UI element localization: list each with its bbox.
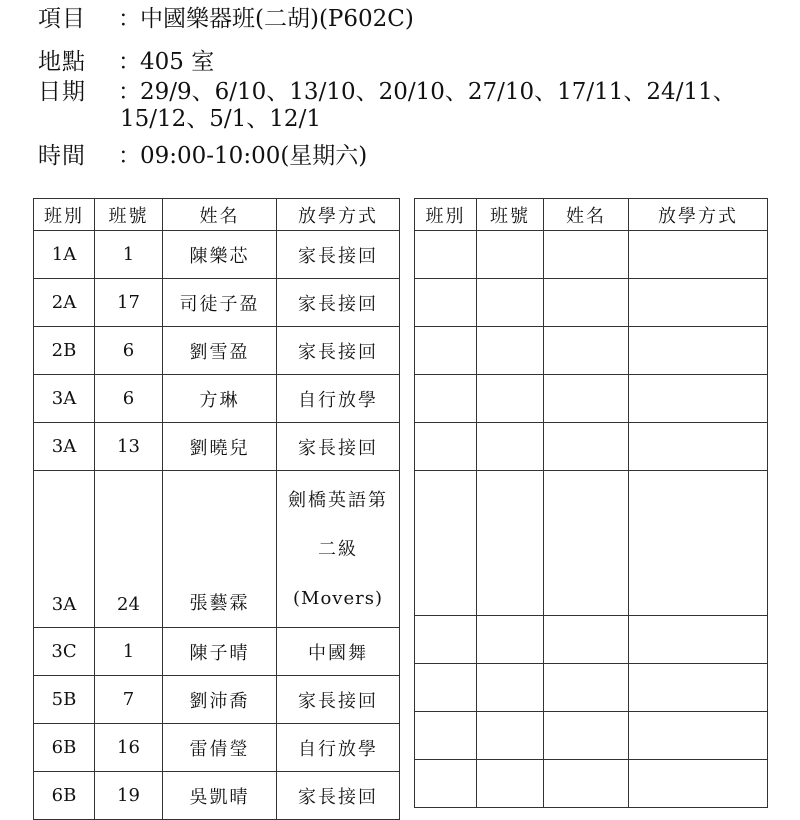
empty-cell — [629, 471, 768, 616]
location-colon: ： — [118, 49, 141, 75]
cell-dismissal — [277, 471, 400, 628]
cell-dismissal: 自行放學 — [277, 375, 400, 423]
col-header-dismissal: 放學方式 — [629, 199, 768, 231]
empty-cell — [544, 279, 629, 327]
cell-number: 13 — [95, 423, 163, 471]
empty-cell — [415, 279, 477, 327]
student-roster-table — [33, 198, 400, 820]
table-row — [34, 375, 400, 423]
empty-cell — [629, 423, 768, 471]
cell-number: 24 — [95, 471, 163, 628]
col-header-number: 班號 — [477, 199, 544, 231]
table-row — [34, 628, 400, 676]
empty-row — [415, 664, 768, 712]
cell-dismissal: 中國舞 — [277, 628, 400, 676]
table-row — [34, 279, 400, 327]
cell-name: 方琳 — [163, 375, 277, 423]
col-header-name: 姓名 — [163, 199, 277, 231]
empty-cell — [544, 375, 629, 423]
dates-colon: ： — [118, 79, 141, 105]
table-row — [34, 231, 400, 279]
cell-number: 16 — [95, 724, 163, 772]
table-header-row — [34, 199, 400, 231]
empty-cell — [629, 375, 768, 423]
table-row — [34, 327, 400, 375]
time-label: 時間 — [38, 143, 86, 169]
col-header-dismissal: 放學方式 — [277, 199, 400, 231]
empty-row — [415, 712, 768, 760]
col-header-name: 姓名 — [544, 199, 629, 231]
empty-cell — [629, 279, 768, 327]
empty-cell — [477, 664, 544, 712]
cell-number: 6 — [95, 327, 163, 375]
cell-dismissal: 家長接回 — [277, 772, 400, 820]
empty-cell — [544, 760, 629, 808]
empty-roster-table — [414, 198, 768, 808]
empty-cell — [477, 616, 544, 664]
empty-cell — [415, 423, 477, 471]
cell-number: 19 — [95, 772, 163, 820]
empty-cell — [477, 712, 544, 760]
cell-number: 1 — [95, 231, 163, 279]
table-row — [34, 471, 400, 628]
dates-label: 日期 — [38, 79, 86, 105]
cell-class: 6B — [34, 772, 95, 820]
empty-cell — [477, 375, 544, 423]
cell-name: 劉沛喬 — [163, 676, 277, 724]
cell-class: 3A — [34, 375, 95, 423]
empty-cell — [415, 664, 477, 712]
empty-row — [415, 231, 768, 279]
empty-cell — [415, 327, 477, 375]
empty-cell — [477, 760, 544, 808]
dates-value-line1: 29/9、6/10、13/10、20/10、27/10、17/11、24/11、 — [140, 79, 736, 105]
cell-number: 6 — [95, 375, 163, 423]
cell-dismissal: 家長接回 — [277, 423, 400, 471]
cell-number: 17 — [95, 279, 163, 327]
col-header-class: 班別 — [415, 199, 477, 231]
col-header-class: 班別 — [34, 199, 95, 231]
table-row — [34, 423, 400, 471]
cell-name: 雷倩瑩 — [163, 724, 277, 772]
empty-cell — [544, 616, 629, 664]
dismissal-line: (Movers) — [293, 587, 383, 609]
cell-dismissal: 家長接回 — [277, 676, 400, 724]
table-row — [34, 676, 400, 724]
cell-name: 陳樂芯 — [163, 231, 277, 279]
empty-cell — [477, 471, 544, 616]
cell-dismissal: 家長接回 — [277, 279, 400, 327]
empty-cell — [415, 471, 477, 616]
empty-cell — [544, 471, 629, 616]
empty-cell — [415, 712, 477, 760]
empty-cell — [544, 327, 629, 375]
cell-class: 3A — [34, 423, 95, 471]
empty-row — [415, 423, 768, 471]
item-line — [38, 4, 414, 34]
empty-cell — [477, 423, 544, 471]
empty-cell — [477, 279, 544, 327]
cell-class: 2B — [34, 327, 95, 375]
cell-name: 司徒子盈 — [163, 279, 277, 327]
cell-name: 陳子晴 — [163, 628, 277, 676]
empty-cell — [415, 616, 477, 664]
empty-cell — [544, 712, 629, 760]
empty-cell — [477, 231, 544, 279]
cell-number: 1 — [95, 628, 163, 676]
table-row — [34, 772, 400, 820]
table-row — [34, 724, 400, 772]
cell-class: 3A — [34, 471, 95, 628]
cell-class: 2A — [34, 279, 95, 327]
dates-value-line2: 15/12、5/1、12/1 — [120, 106, 321, 132]
empty-row — [415, 327, 768, 375]
item-value: 中國樂器班(二胡)(P602C) — [140, 6, 414, 32]
location-label: 地點 — [38, 49, 86, 75]
dismissal-line: 二級 — [318, 538, 358, 560]
dismissal-line: 劍橋英語第 — [288, 489, 388, 511]
empty-cell — [544, 423, 629, 471]
empty-cell — [629, 231, 768, 279]
cell-class: 1A — [34, 231, 95, 279]
empty-row — [415, 616, 768, 664]
cell-dismissal: 自行放學 — [277, 724, 400, 772]
cell-name: 劉曉兒 — [163, 423, 277, 471]
table-header-row — [415, 199, 768, 231]
empty-row — [415, 375, 768, 423]
location-line — [38, 47, 214, 77]
location-value: 405 室 — [140, 49, 215, 75]
empty-cell — [544, 231, 629, 279]
cell-name: 劉雪盈 — [163, 327, 277, 375]
empty-cell — [477, 327, 544, 375]
item-colon: ： — [118, 6, 141, 32]
col-header-number: 班號 — [95, 199, 163, 231]
empty-row — [415, 471, 768, 616]
cell-name: 張藝霖 — [163, 471, 277, 628]
cell-name: 吳凱晴 — [163, 772, 277, 820]
cell-class: 6B — [34, 724, 95, 772]
item-label: 項目 — [38, 6, 86, 32]
cell-dismissal: 家長接回 — [277, 327, 400, 375]
empty-cell — [544, 664, 629, 712]
dates-line — [38, 77, 736, 107]
empty-cell — [629, 616, 768, 664]
time-value: 09:00-10:00(星期六) — [140, 143, 368, 169]
empty-row — [415, 279, 768, 327]
empty-cell — [415, 375, 477, 423]
time-colon: ： — [118, 143, 141, 169]
cell-class: 5B — [34, 676, 95, 724]
empty-cell — [415, 760, 477, 808]
empty-cell — [629, 760, 768, 808]
empty-cell — [415, 231, 477, 279]
cell-dismissal: 家長接回 — [277, 231, 400, 279]
empty-cell — [629, 327, 768, 375]
empty-cell — [629, 712, 768, 760]
time-line — [38, 141, 367, 171]
cell-number: 7 — [95, 676, 163, 724]
empty-cell — [629, 664, 768, 712]
cell-class: 3C — [34, 628, 95, 676]
empty-row — [415, 760, 768, 808]
